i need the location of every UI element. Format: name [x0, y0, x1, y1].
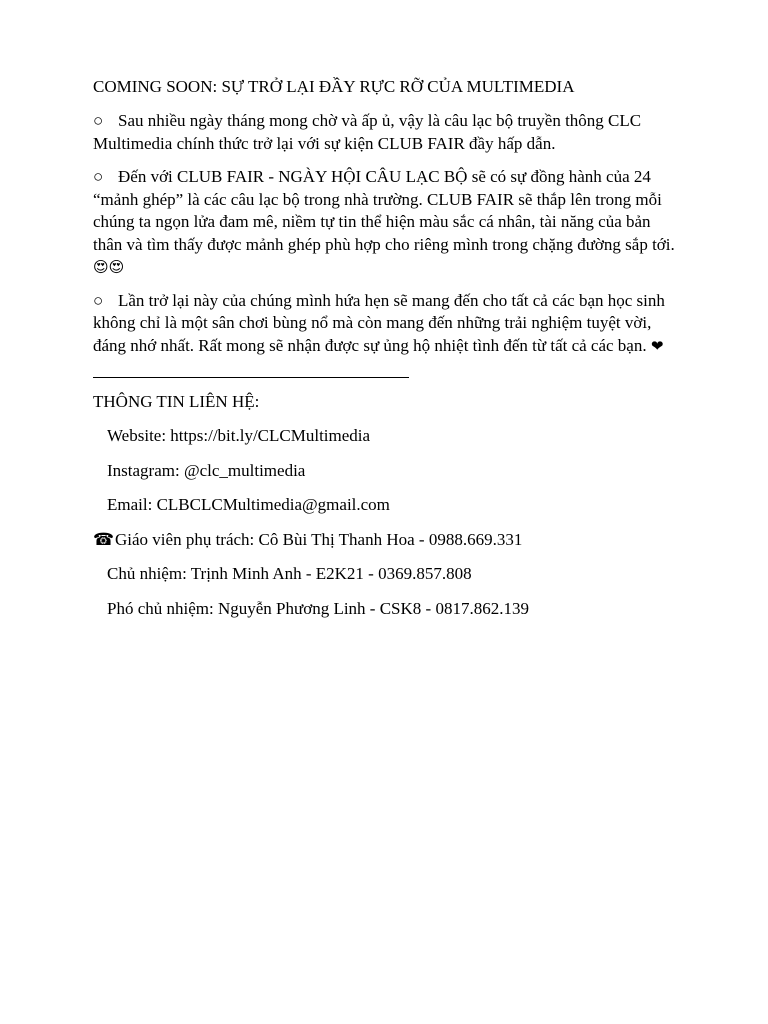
contact-instagram: Instagram: @clc_multimedia — [107, 460, 306, 480]
heart-icon: ❤ — [650, 336, 664, 355]
contact-vice-president: Phó chủ nhiệm: Nguyễn Phương Linh - CSK8 - 0817.862.139 — [107, 598, 529, 618]
circle-bullet-icon: ○ — [93, 167, 104, 186]
circle-bullet-icon: ○ — [93, 290, 104, 310]
paragraph-return — [93, 290, 683, 358]
circle-bullet-icon: ○ — [93, 111, 104, 130]
contact-president: Chủ nhiệm: Trịnh Minh Anh - E2K21 - 0369.857.808 — [107, 564, 472, 583]
contact-teacher — [93, 529, 683, 551]
paragraph-text: Sau nhiều ngày tháng mong chờ và ấp ủ, vậy là câu lạc bộ truyền thông CLC Multimedia chính thức trở lại với sự kiện CLUB FAIR đầy hấp dẫn. — [93, 111, 642, 153]
document-page — [93, 76, 683, 632]
horizontal-divider — [93, 377, 409, 378]
paragraph-text: Đến với CLUB FAIR - NGÀY HỘI CÂU LẠC BỘ sẽ có sự đồng hành của 24 “mảnh ghép” là các câu lạc bộ trong nhà trường. CLUB FAIR sẽ thắp lên trong mỗi chúng ta ngọn lửa đam mê, niềm tự tin thể hiện màu sắc cá nhân, tài năng của bản thân và tìm thấy được mảnh ghép phù hợp cho riêng mình trong chặng đường sắp tới. — [93, 167, 675, 254]
heart-eyes-emoji-icon: 😍😍 — [93, 258, 125, 276]
contact-email: Email: CLBCLCMultimedia@gmail.com — [107, 495, 390, 514]
paragraph-text: Lần trở lại này của chúng mình hứa hẹn sẽ mang đến cho tất cả các bạn học sinh không chỉ là một sân chơi bùng nổ mà còn mang đến những trải nghiệm tuyệt vời, đáng nhớ nhất. Rất mong sẽ nhận được sự ủng hộ nhiệt tình đến từ tất cả các bạn. — [93, 290, 665, 355]
paragraph-club-fair — [93, 166, 683, 279]
document-title: COMING SOON: SỰ TRỞ LẠI ĐẦY RỰC RỠ CỦA MULTIMEDIA — [93, 77, 575, 96]
contact-heading: THÔNG TIN LIÊN HỆ: — [93, 392, 260, 411]
telephone-icon: ☎ — [93, 529, 115, 550]
contact-teacher-text: Giáo viên phụ trách: Cô Bùi Thị Thanh Hoa - 0988.669.331 — [115, 529, 523, 549]
contact-website: Website: https://bit.ly/CLCMultimedia — [107, 426, 371, 445]
paragraph-intro — [93, 110, 683, 155]
